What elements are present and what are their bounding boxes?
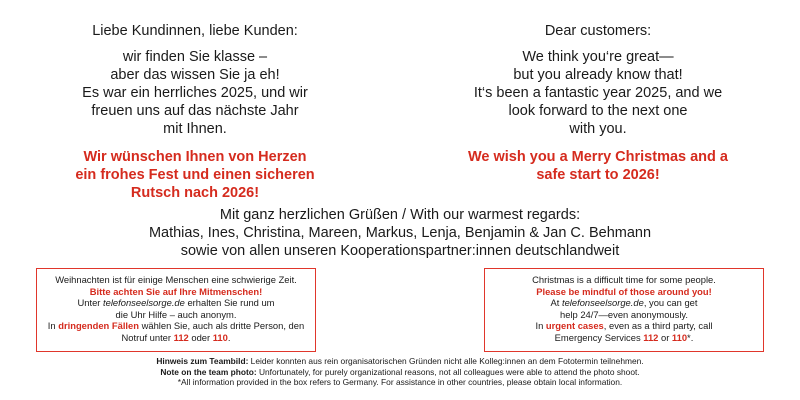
info-text: In [535, 320, 546, 332]
info-line [37, 297, 315, 309]
info-line [37, 332, 315, 344]
info-text: or [658, 331, 672, 343]
note-text: Unfortunately, for purely organizational reasons, not all colleagues were able to attend the photo shoot. [256, 366, 640, 377]
info-line: die Uhr Hilfe – auch anonym. [115, 308, 237, 320]
german-line: freuen uns auf das nächste Jahr [91, 103, 299, 119]
english-line: with you. [569, 121, 627, 137]
note-english [0, 367, 800, 378]
info-text: . [227, 331, 231, 343]
info-line: Weihnachten ist für einige Menschen eine schwierige Zeit. [55, 274, 297, 285]
emergency-number: 112 [173, 331, 189, 343]
english-wish-line: We wish you a Merry Christmas and a [467, 149, 728, 165]
note-german [0, 356, 800, 367]
info-text: In [47, 320, 59, 332]
info-highlight: Bitte achten Sie auf Ihre Mitmenschen! [89, 285, 263, 297]
info-text: Notruf unter [121, 331, 174, 343]
info-text: , you can get [643, 297, 698, 309]
info-text: At [550, 297, 562, 309]
german-line: Es war ein herrliches 2025, und wir [82, 85, 308, 101]
note-label: Hinweis zum Teambild: [156, 356, 249, 366]
german-wish-line: ein frohes Fest und einen sicheren [75, 167, 315, 183]
english-line: but you already know that! [513, 67, 683, 83]
english-info-box [484, 268, 764, 352]
note-label: Note on the team photo: [160, 366, 257, 377]
info-text: *. [687, 331, 694, 343]
footnote: *All information provided in the box refers to Germany. For assistance in other countries, please obtain local information. [177, 377, 623, 388]
english-line: look forward to the next one [508, 103, 688, 119]
german-body [45, 48, 345, 138]
info-line [485, 297, 763, 309]
english-line: We think you‘re great— [522, 49, 674, 65]
info-text: erhalten Sie rund um [184, 297, 275, 309]
german-line: wir finden Sie klasse – [122, 49, 268, 65]
info-highlight: Please be mindful of those around you! [536, 285, 712, 297]
german-info-box [36, 268, 316, 352]
regards-block [0, 206, 800, 260]
emergency-number: 110 [212, 331, 228, 343]
english-body [448, 48, 748, 138]
info-text: Emergency Services [554, 331, 644, 343]
german-wish [45, 148, 345, 202]
english-line: It‘s been a fantastic year 2025, and we [473, 85, 723, 101]
regards-heading: Mit ganz herzlichen Grüßen / With our warmest regards: [219, 207, 581, 223]
emergency-number: 110 [671, 331, 688, 343]
info-line: Christmas is a difficult time for some people. [532, 274, 716, 285]
regards-names: Mathias, Ines, Christina, Mareen, Markus, Lenja, Benjamin & Jan C. Behmann [148, 225, 652, 241]
english-wish [448, 148, 748, 184]
note-text: Leider konnten aus rein organisatorischen Gründen nicht alle Kolleg:innen an dem Fototermin teilnehmen. [248, 356, 644, 366]
info-urgent: dringenden Fällen [58, 320, 139, 332]
english-greeting: Dear customers: [544, 23, 652, 39]
emergency-number: 112 [643, 331, 659, 343]
team-photo-note [0, 356, 800, 388]
german-wish-line: Wir wünschen Ihnen von Herzen [83, 149, 307, 165]
info-line [485, 332, 763, 344]
telefonseelsorge-link[interactable]: telefonseelsorge.de [561, 297, 644, 309]
german-greeting: Liebe Kundinnen, liebe Kunden: [92, 23, 298, 39]
english-message [448, 22, 748, 184]
german-wish-line: Rutsch nach 2026! [130, 185, 260, 201]
info-urgent: urgent cases [545, 320, 604, 332]
telefonseelsorge-link[interactable]: telefonseelsorge.de [103, 297, 185, 309]
info-text: oder [188, 331, 213, 343]
english-wish-line: safe start to 2026! [536, 167, 660, 183]
german-line: aber das wissen Sie ja eh! [110, 67, 280, 83]
regards-partners: sowie von allen unseren Kooperationspartner:innen deutschlandweit [180, 243, 620, 259]
info-text: wählen Sie, auch als dritte Person, den [138, 320, 305, 332]
info-text: Unter [77, 297, 104, 309]
info-line [485, 320, 763, 332]
german-line: mit Ihnen. [163, 121, 227, 137]
german-message [45, 22, 345, 202]
info-line: help 24/7—even anonymously. [559, 308, 689, 320]
info-line [37, 320, 315, 332]
info-text: , even as a third party, call [603, 320, 713, 332]
